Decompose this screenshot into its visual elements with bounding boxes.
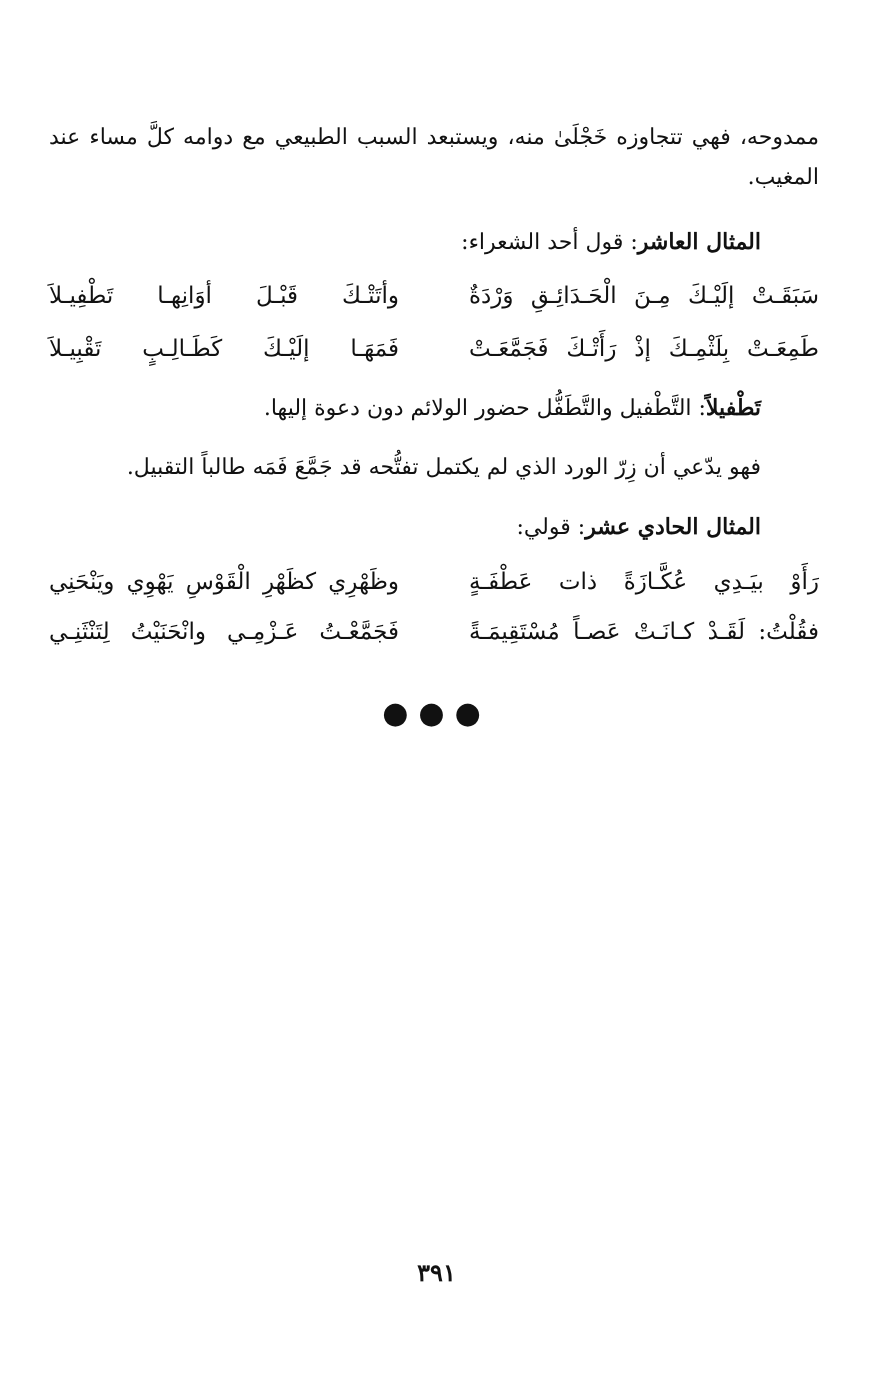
verse-1-2-first-hemistich: طَمِعَـتْ بِلَثْمِـكَ إذْ رَأَتْـكَ فَجَمَّعَـتْ [469, 336, 819, 362]
verse-2-2 [49, 608, 819, 656]
explanation-paragraph: فهو يدّعي أن زِرّ الورد الذي لم يكتمل تفتُّحه قد جَمَّعَ فَمَه طالباً التقبيل. [126, 455, 761, 480]
verse-2-1-second-hemistich: وظَهْرِي كظَهْرِ الْقَوْسِ يَهْوِي ويَنْحَنِي [49, 569, 399, 595]
tatfeel-meaning: : التَّطْفيل والتَّطَفُّل حضور الولائم دون دعوة إليها. [263, 396, 706, 421]
verse-2-1 [49, 558, 819, 606]
tatfeel-term: تَطْفيلاً [705, 395, 761, 421]
example-10-label: المثال العاشر [637, 229, 761, 255]
example-11-intro: : قولي: [516, 515, 586, 540]
example-10-intro: : قول أحد الشعراء: [461, 230, 638, 255]
verse-2-2-first-hemistich: فقُلْتُ: لَقَـدْ كـانَـتْ عَصـاً مُسْتَقِيمَـةً [469, 619, 819, 645]
verse-1-2 [49, 325, 819, 373]
verse-1-2-second-hemistich: فَمَهَـا إلَيْـكَ كَطَـالِـبٍ تَقْبِيـلاَ [49, 336, 399, 362]
verse-1-1-first-hemistich: سَبَقَـتْ إلَيْـكَ مِـنَ الْحَـدَائِـقِ وَرْدَةٌ [469, 283, 819, 309]
page-number: ٣٩١ [417, 1258, 456, 1287]
verse-2-1-first-hemistich: رَأَوْ بيَـدِي عُكَّـازَةً ذات عَطْفَـةٍ [469, 569, 819, 595]
example-11-label: المثال الحادي عشر [585, 514, 761, 540]
verse-2-2-second-hemistich: فَجَمَّعْـتُ عَـزْمِـي وانْحَنَيْتُ لِتَنْثَنِـي [49, 619, 399, 645]
verse-1-1 [49, 272, 819, 320]
tatfeel-definition [49, 388, 761, 428]
opening-paragraph: ممدوحه، فهي تتجاوزه خَجْلَىٰ منه، ويستبعد السبب الطبيعي مع دوامه كلَّ مساء عند المغيب. [49, 125, 819, 190]
example-10-heading [49, 222, 761, 262]
verse-1-1-second-hemistich: وأتَتْـكَ قَبْـلَ أوَانِهـا تَطْفِيـلاَ [49, 283, 399, 309]
section-separator: ●●● [382, 696, 491, 731]
example-11-heading [49, 507, 761, 547]
